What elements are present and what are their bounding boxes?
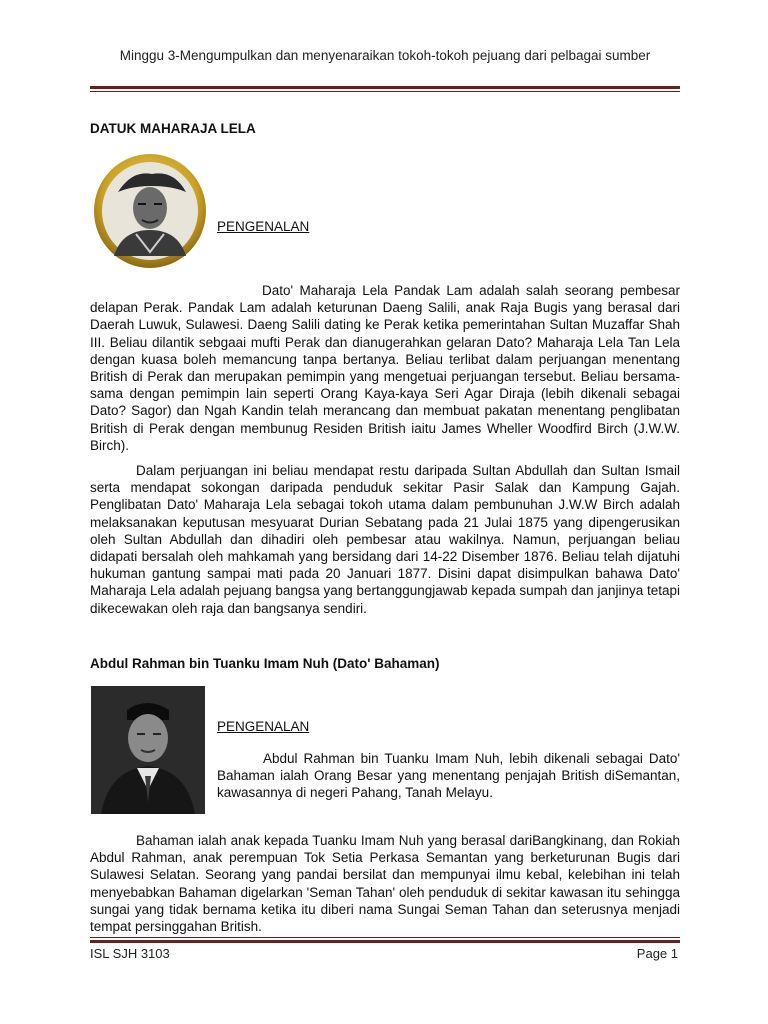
paragraph-maharaja-lela-1: Dato' Maharaja Lela Pandak Lam adalah salah seorang pembesar delapan Perak. Pandak Lam adalah keturunan Daeng Salili, anak Raja Bugis yang berasal dari Daerah Luwuk, Sulawesi. Daeng Salili dating ke Perak ketika pemerintahan Sultan Muzaffar Shah III. Beliau dilantik sebgaai mufti Perak dan dianugerahkan gelaran Dato? Maharaja Lela Tan Lela dengan kuasa boleh memancung tanpa bertanya. Beliau terlibat dalam perjuangan menentang British di Perak dan merupakan pemimpin yang mengetuai perjuangan tersebut. Beliau bersama-sama dengan pemimpin lain seperti Orang Kaya-kaya Seri Agar Diraja (lebih dikenali sebagai Dato? Sagor) dan Ngah Kandin telah merancang dan membuat pakatan menentang penglibatan British di Perak dengan membunug Residen British iaitu James Wheller Woodfird Birch (J.W.W. Birch). (90, 283, 680, 453)
intro-text-dato-bahaman: Abdul Rahman bin Tuanku Imam Nuh, lebih dikenali sebagai Dato' Bahaman ialah Orang Besar yang menentang penjajah British diSemantan, kawasannya di negeri Pahang, Tanah Melayu. (217, 751, 680, 801)
portrait-dato-bahaman (91, 686, 205, 814)
footer-course-code: ISL SJH 3103 (90, 946, 170, 961)
section-title-dato-bahaman: Abdul Rahman bin Tuanku Imam Nuh (Dato' Bahaman) (90, 656, 440, 671)
paragraph-maharaja-lela-2: Dalam perjuangan ini beliau mendapat restu daripada Sultan Abdullah dan Sultan Ismail serta mendapat sokongan daripada penduduk sekitar Pasir Salak dan Kampung Gajah. Penglibatan Dato' Maharaja Lela sebagai tokoh utama dalam pembunuhan J.W.W Birch adalah melaksanakan keputusan mesyuarat Durian Sebatang pada 21 Julai 1875 yang dipengerusikan oleh Sultan Abdullah dan dihadiri oleh pembesar atau wakilnya. Namun, perjuangan beliau didapati bersalah oleh mahkamah yang bersidang dari 14-22 Disember 1876. Beliau telah dijatuhi hukuman gantung sampai mati pada 20 Januari 1877. Disini dapat disimpulkan bahawa Dato' Maharaja Lela adalah pejuang bangsa yang bertanggungjawab kepada sumpah dan janjinya tetapi dikecewakan oleh raja dan bangsanya sendiri. (90, 463, 680, 616)
paragraph-dato-bahaman-1: Bahaman ialah anak kepada Tuanku Imam Nuh yang berasal dariBangkinang, dan Rokiah Abdul Rahman, anak perempuan Tok Setia Perkasa Semantan yang berketurunan Bugis dari Sulawesi Selatan. Seorang yang pandai bersilat dan mempunyai ilmu kebal, kelebihan ini telah menyebabkan Bahaman digelarkan 'Seman Tahan' oleh penduduk di sekitar kawasan itu sehingga sungai yang tidak bernama ketika itu diberi nama Sungai Seman Tahan dan seterusnya menjadi tempat persinggahan British. (90, 833, 680, 935)
footer-page-number: Page 1 (636, 946, 678, 961)
portrait-maharaja-lela (92, 152, 208, 270)
footer-rule (90, 937, 680, 943)
intro-label-dato-bahaman: PENGENALAN (217, 719, 310, 734)
section-title-maharaja-lela: DATUK MAHARAJA LELA (90, 121, 256, 136)
header-title: Minggu 3-Mengumpulkan dan menyenaraikan tokoh-tokoh pejuang dari pelbagai sumber (119, 48, 651, 63)
header-rule (90, 86, 680, 92)
intro-label-maharaja-lela: PENGENALAN (217, 219, 310, 234)
